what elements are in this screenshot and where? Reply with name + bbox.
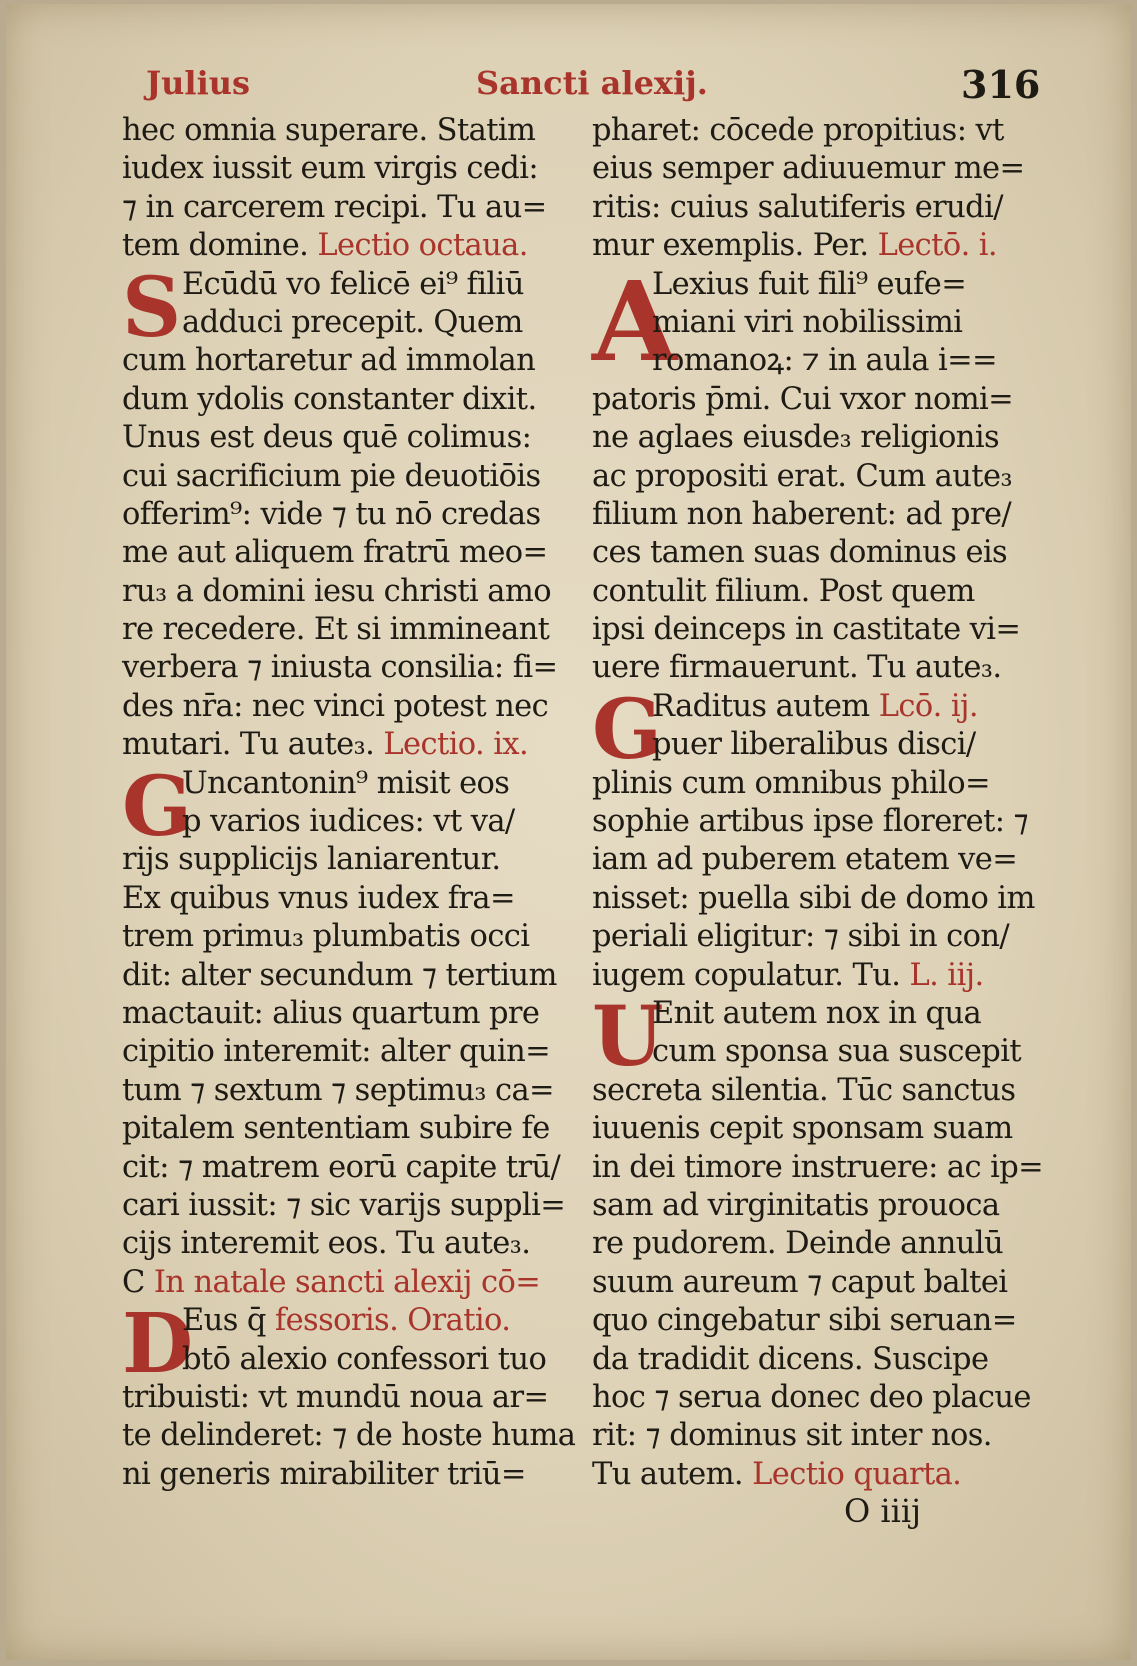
text-line: romanoꝝ: ⁊ in aula i==	[652, 343, 998, 379]
text-line: cijs interemit eos. Tu aute₃.	[122, 1226, 531, 1262]
text-line: quo cingebatur sibi seruan=	[592, 1303, 1017, 1339]
text-line: ritis: cuius salutiferis erudi/	[592, 189, 1003, 225]
text-line: miani viri nobilissimi	[652, 304, 963, 340]
text-line: Unus est deus quē colimus:	[122, 420, 532, 456]
text-line: rijs supplicijs laniarentur.	[122, 842, 501, 878]
dropcap-initial: D	[122, 1296, 193, 1393]
text-line: mactauit: alius quartum pre	[122, 995, 540, 1031]
book-page	[6, 4, 1131, 1660]
text-line: periali eligitur: ⁊ sibi in con/	[592, 919, 1010, 955]
text-line: puer liberalibus disci/	[652, 727, 976, 763]
text-line	[592, 688, 1052, 726]
text-line: ne aglaes eiusde₃ religionis	[592, 420, 1000, 456]
text-line: suum aureum ⁊ caput baltei	[592, 1264, 1008, 1300]
text-line: sam ad virginitatis prouoca	[592, 1187, 1000, 1223]
text-line: in dei timore instruere: ac ip=	[592, 1149, 1044, 1185]
text-line: iudex iussit eum virgis cedi:	[122, 151, 539, 187]
text-line: des nr̄a: nec vinci potest nec	[122, 688, 549, 724]
rubric-lectio-ii: Lcō. ij.	[878, 688, 978, 724]
text-line: verbera ⁊ iniusta consilia: fi=	[122, 650, 558, 686]
text-line	[122, 227, 577, 265]
text-line: filium non haberent: ad pre/	[592, 496, 1012, 532]
text-line: iuuenis cepit sponsam suam	[592, 1111, 1013, 1147]
text-run: Raditus autem	[652, 688, 870, 724]
paragraph-alexius	[592, 256, 1052, 386]
dropcap-initial: U	[592, 988, 663, 1085]
text-line: Ex quibus vnus iudex fra=	[122, 880, 515, 916]
text-line: p varios iudices: vt va/	[182, 804, 515, 840]
paragraph-oratio	[122, 1296, 577, 1393]
text-line: ru₃ a domini iesu christi amo	[122, 573, 551, 609]
rubric-lectio-i: Lectō. i.	[877, 228, 998, 264]
rubric-lectio-iii: L. iij.	[909, 957, 984, 993]
text-run: Tu autem.	[592, 1456, 744, 1492]
text-line	[122, 1302, 577, 1340]
text-line: sophie artibus ipse floreret: ⁊	[592, 804, 1029, 840]
text-line	[592, 1456, 1052, 1494]
paragraph-mark: C	[122, 1264, 145, 1300]
paragraph-venit	[592, 988, 1052, 1085]
text-line: re recedere. Et si immineant	[122, 612, 550, 648]
rubric-in-natale: In natale sancti alexij cō=	[153, 1264, 541, 1300]
text-line: Lexius fuit fili⁹ eufe=	[652, 266, 967, 302]
text-line: uere firmauerunt. Tu aute₃.	[592, 650, 1002, 686]
text-line: me aut aliquem fratrū meo=	[122, 535, 548, 571]
text-line: tum ⁊ sextum ⁊ septimu₃ ca=	[122, 1072, 554, 1108]
text-line: dit: alter secundum ⁊ tertium	[122, 957, 557, 993]
text-line: contulit filium. Post quem	[592, 573, 975, 609]
text-line: plinis cum omnibus philo=	[592, 765, 990, 801]
header-month: Julius	[146, 64, 250, 102]
paragraph-traditus	[592, 681, 1052, 778]
text-line: trem primu₃ plumbatis occi	[122, 919, 530, 955]
paragraph-antoninus	[122, 758, 577, 855]
text-run: tem domine.	[122, 228, 309, 264]
text-line: hoc ⁊ serua donec deo placue	[592, 1379, 1031, 1415]
rubric-lectio-quarta: Lectio quarta.	[752, 1456, 962, 1492]
text-line: secreta silentia. Tūc sanctus	[592, 1072, 1016, 1108]
text-run: Eus q̄	[182, 1303, 266, 1339]
text-line: cui sacrificium pie deuotiōis	[122, 458, 541, 494]
text-run: iugem copulatur. Tu.	[592, 957, 901, 993]
header-saint: Sancti alexij.	[476, 64, 708, 102]
dropcap-initial: G	[592, 681, 662, 778]
text-run: mutari. Tu aute₃.	[122, 727, 375, 763]
dropcap-initial: G	[122, 758, 192, 855]
text-line: adduci precepit. Quem	[182, 304, 523, 340]
text-line: tribuisti: vt mundū noua ar=	[122, 1379, 549, 1415]
text-line: eius semper adiuuemur me=	[592, 151, 1025, 187]
text-line: rit: ⁊ dominus sit inter nos.	[592, 1418, 992, 1454]
paragraph-secundum	[122, 259, 577, 356]
text-line: Enit autem nox in qua	[652, 995, 982, 1031]
text-run: mur exemplis. Per.	[592, 228, 869, 264]
text-line: re pudorem. Deinde annulū	[592, 1226, 1004, 1262]
left-column	[122, 112, 577, 1494]
rubric-lectio-octaua: Lectio octaua.	[317, 228, 528, 264]
text-line: nisset: puella sibi de domo im	[592, 880, 1035, 916]
text-line: hec omnia superare. Statim	[122, 113, 536, 148]
rubric-lectio-ix: Lectio. ix.	[383, 727, 529, 763]
text-line: ipsi deinceps in castitate vi=	[592, 612, 1021, 648]
running-header	[6, 62, 1131, 110]
text-line: pharet: cōcede propitius: vt	[592, 113, 1004, 148]
dropcap-initial: A	[592, 256, 677, 386]
text-line: ni generis mirabiliter triū=	[122, 1456, 526, 1492]
text-line: da tradidit dicens. Suscipe	[592, 1341, 989, 1377]
text-line: ces tamen suas dominus eis	[592, 535, 1008, 571]
signature-mark: O iiij	[844, 1492, 922, 1530]
rubric-oratio: fessoris. Oratio.	[274, 1303, 511, 1339]
text-line: cari iussit: ⁊ sic varijs suppli=	[122, 1187, 566, 1223]
text-line: cum hortaretur ad immolan	[122, 343, 536, 379]
text-line: te delinderet: ⁊ de hoste huma	[122, 1418, 576, 1454]
text-line: Uncantonin⁹ misit eos	[182, 765, 510, 801]
text-line: cit: ⁊ matrem eorū capite trū/	[122, 1149, 561, 1185]
text-line: cum sponsa sua suscepit	[652, 1034, 1022, 1070]
text-line: iam ad puberem etatem ve=	[592, 842, 1018, 878]
text-line: patoris p̄mi. Cui vxor nomi=	[592, 381, 1014, 417]
text-line: dum ydolis constanter dixit.	[122, 381, 537, 417]
text-line: btō alexio confessori tuo	[182, 1341, 547, 1377]
text-line: pitalem sententiam subire fe	[122, 1111, 550, 1147]
folio-number: 316	[961, 62, 1041, 107]
text-line: ac propositi erat. Cum aute₃	[592, 458, 1013, 494]
text-line: ⁊ in carcerem recipi. Tu au=	[122, 189, 547, 225]
text-line: Ecūdū vo felicē ei⁹ filiū	[182, 266, 524, 302]
text-line: offerim⁹: vide ⁊ tu nō credas	[122, 496, 541, 532]
dropcap-initial: S	[122, 259, 181, 356]
right-column	[592, 112, 1052, 1494]
text-line: cipitio interemit: alter quin=	[122, 1034, 551, 1070]
